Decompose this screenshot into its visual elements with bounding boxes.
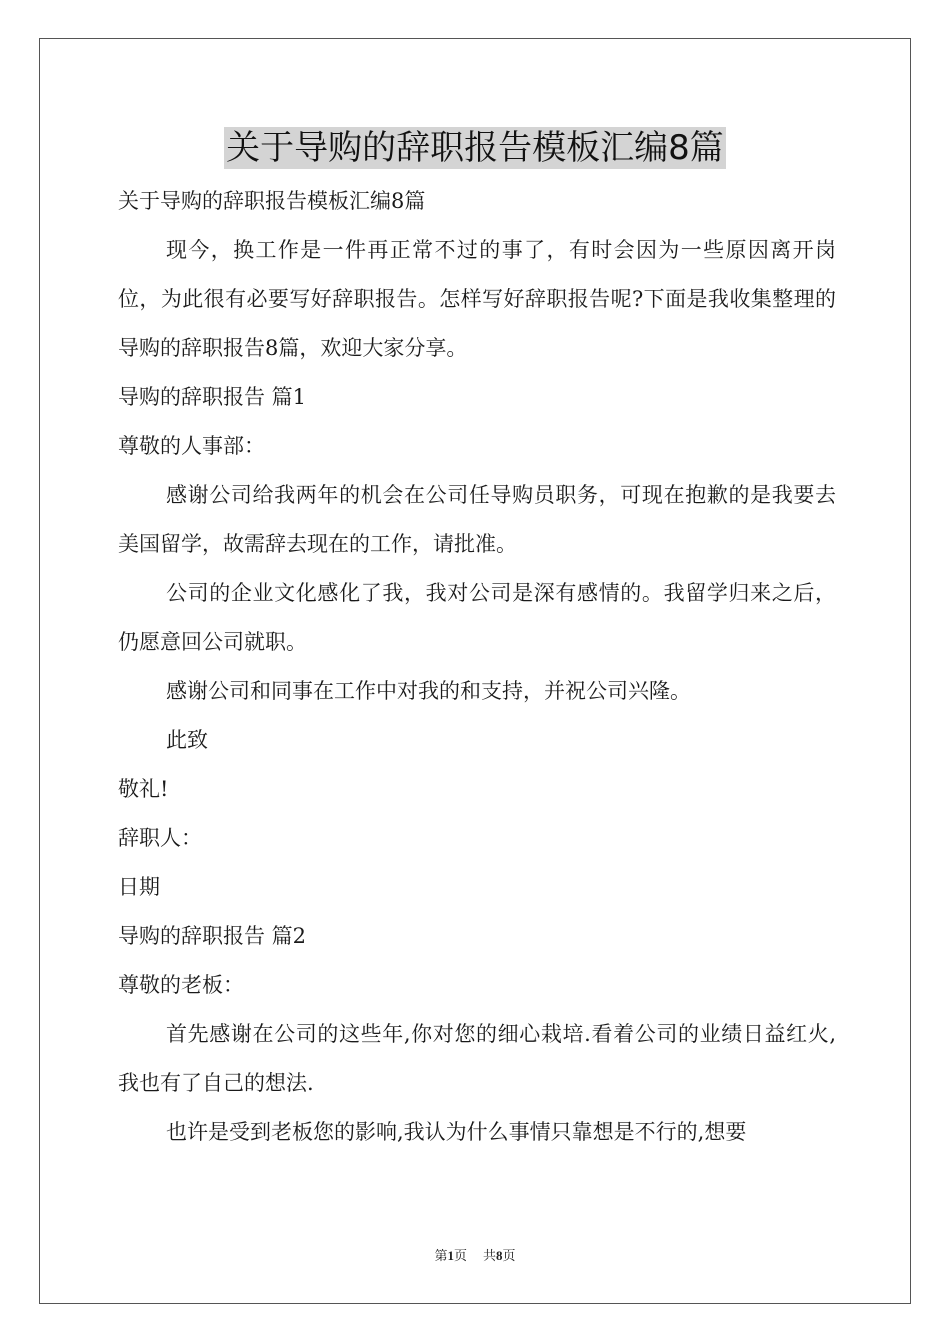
paragraph: 感谢公司给我两年的机会在公司任导购员职务，可现在抱歉的是我要去美国留学，故需辞去现在的工作，请批准。 xyxy=(118,483,836,556)
paragraph: 关于导购的辞职报告模板汇编8篇 xyxy=(118,189,426,213)
paragraph: 首先感谢在公司的这些年,你对您的细心栽培.看着公司的业绩日益红火,我也有了自己的想法. xyxy=(118,1022,836,1095)
footer-total-prefix: 共 xyxy=(483,1248,497,1263)
footer-page-current: 1 xyxy=(447,1248,454,1263)
footer-page-suffix: 页 xyxy=(453,1248,467,1263)
footer-page-prefix: 第 xyxy=(434,1248,448,1263)
paragraph: 辞职人： xyxy=(118,826,202,850)
paragraph: 日期 xyxy=(118,875,160,899)
document-body xyxy=(118,177,836,1157)
paragraph: 公司的企业文化感化了我，我对公司是深有感情的。我留学归来之后，仍愿意回公司就职。 xyxy=(118,581,836,654)
paragraph: 导购的辞职报告 篇2 xyxy=(118,924,307,948)
page-footer xyxy=(0,1247,950,1265)
paragraph: 也许是受到老板您的影响,我认为什么事情只靠想是不行的,想要 xyxy=(166,1120,747,1144)
paragraph: 感谢公司和同事在工作中对我的和支持，并祝公司兴隆。 xyxy=(166,679,691,703)
document-title: 关于导购的辞职报告模板汇编8篇 xyxy=(226,128,724,168)
paragraph: 导购的辞职报告 篇1 xyxy=(118,385,307,409)
paragraph: 此致 xyxy=(166,728,208,752)
footer-page-total: 8 xyxy=(496,1248,503,1263)
paragraph: 现今，换工作是一件再正常不过的事了，有时会因为一些原因离开岗位，为此很有必要写好辞职报告。怎样写好辞职报告呢?下面是我收集整理的导购的辞职报告8篇，欢迎大家分享。 xyxy=(118,238,836,360)
document-title-wrapper xyxy=(0,127,950,169)
paragraph: 尊敬的老板： xyxy=(118,973,244,997)
footer-total-suffix: 页 xyxy=(502,1248,516,1263)
paragraph: 尊敬的人事部： xyxy=(118,434,265,458)
paragraph: 敬礼! xyxy=(118,777,169,801)
